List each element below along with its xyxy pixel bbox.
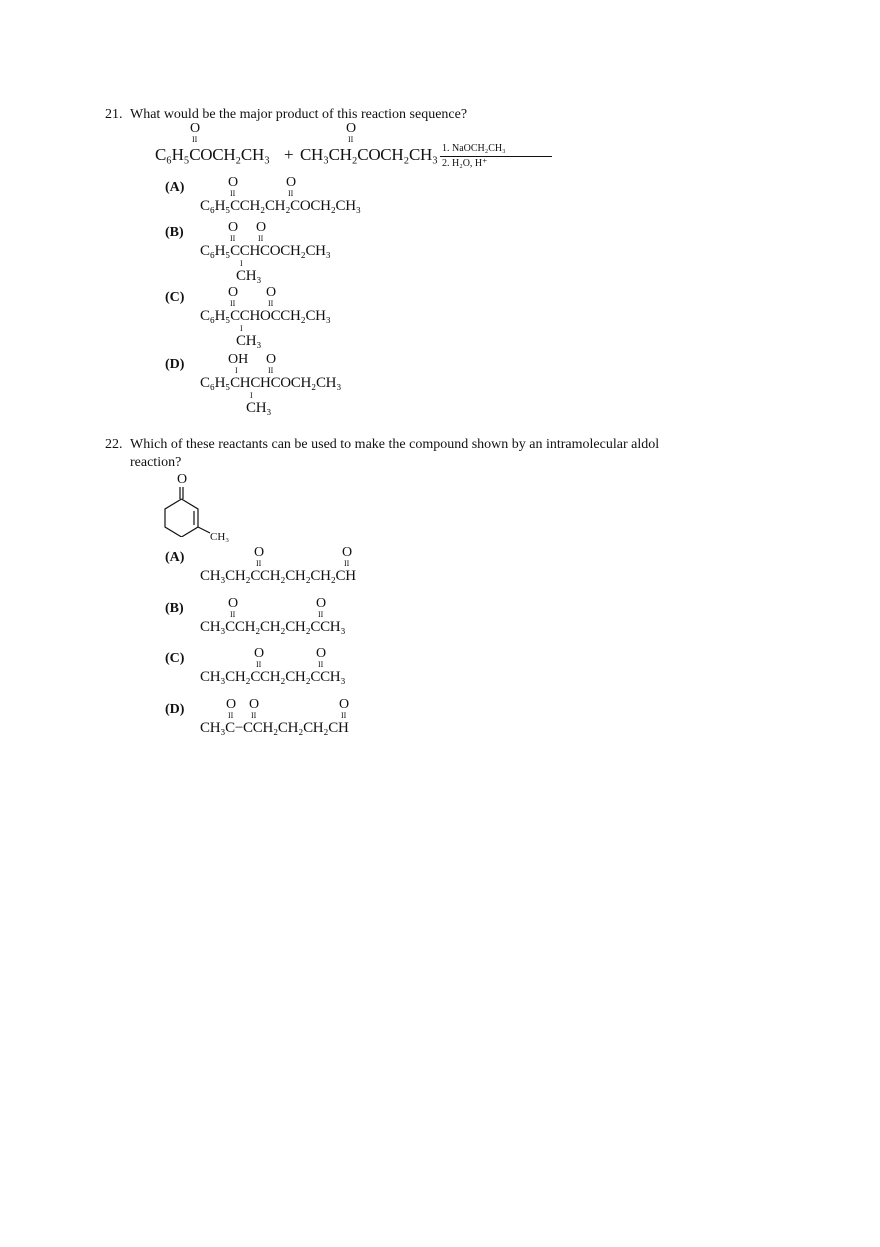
option-label: (A) xyxy=(165,550,185,565)
methyl-substituent: CH₃ xyxy=(210,531,230,543)
carbonyl-oxygen: O xyxy=(346,121,357,136)
reagent-step-1: 1. NaOCH₂CH₃ xyxy=(442,143,506,154)
plus-sign: + xyxy=(284,145,294,164)
option-formula: C₆H₅CCH₂CH₂COCH₂CH₃ xyxy=(200,198,361,214)
carbonyl-oxygen: O xyxy=(254,545,265,560)
cyclohexenone-ring xyxy=(160,487,220,537)
double-bond: II xyxy=(288,189,294,198)
question-number: 21. xyxy=(105,107,123,122)
double-bond: II xyxy=(344,559,350,568)
carbonyl-oxygen: O xyxy=(339,697,350,712)
carbonyl-oxygen: O xyxy=(228,175,239,190)
double-bond: II xyxy=(268,299,274,308)
carbonyl-oxygen: O xyxy=(254,646,265,661)
option-formula: CH₃CH₂CCH₂CH₂CCH₃ xyxy=(200,669,346,685)
option-formula: C₆H₅CCHCOCH₂CH₃ xyxy=(200,243,331,259)
double-bond: II xyxy=(318,660,324,669)
option-label: (C) xyxy=(165,651,185,666)
double-bond: II xyxy=(230,189,236,198)
carbonyl-oxygen: O xyxy=(228,596,239,611)
double-bond: II xyxy=(230,610,236,619)
double-bond: II xyxy=(268,366,274,375)
question-number: 22. xyxy=(105,437,123,452)
double-bond: II xyxy=(256,660,262,669)
carbonyl-oxygen: O xyxy=(177,472,188,487)
reactant-1: C₆H₅COCH₂CH₃ xyxy=(155,145,270,164)
methyl-branch: CH₃ xyxy=(236,333,262,349)
double-bond: II xyxy=(256,559,262,568)
carbonyl-oxygen: O xyxy=(316,646,327,661)
option-formula: CH₃CCH₂CH₂CH₂CCH₃ xyxy=(200,619,346,635)
single-bond: I xyxy=(240,324,243,333)
methyl-branch: CH₃ xyxy=(236,268,262,284)
carbonyl-oxygen: O xyxy=(316,596,327,611)
double-bond: II xyxy=(348,135,354,144)
double-bond: II xyxy=(230,299,236,308)
single-bond: I xyxy=(235,366,238,375)
single-bond: I xyxy=(250,391,253,400)
carbonyl-oxygen: O xyxy=(266,352,277,367)
option-formula: CH₃C−CCH₂CH₂CH₂CH xyxy=(200,720,349,736)
carbonyl-oxygen: O xyxy=(228,285,239,300)
carbonyl-oxygen: O xyxy=(228,220,239,235)
option-label: (C) xyxy=(165,290,185,305)
methyl-branch: CH₃ xyxy=(246,400,272,416)
carbonyl-oxygen: O xyxy=(256,220,267,235)
carbonyl-oxygen: O xyxy=(190,121,201,136)
carbonyl-oxygen: O xyxy=(266,285,277,300)
carbonyl-oxygen: O xyxy=(342,545,353,560)
option-formula: CH₃CH₂CCH₂CH₂CH₂CH xyxy=(200,568,356,584)
reactant-2: CH₃CH₂COCH₂CH₃ xyxy=(300,145,438,164)
carbonyl-oxygen: O xyxy=(286,175,297,190)
double-bond: II xyxy=(258,234,264,243)
double-bond: II xyxy=(192,135,198,144)
double-bond: II xyxy=(228,711,234,720)
hydroxyl-group: OH xyxy=(228,352,249,367)
double-bond: II xyxy=(341,711,347,720)
option-label: (B) xyxy=(165,601,184,616)
option-label: (A) xyxy=(165,180,185,195)
double-bond: II xyxy=(230,234,236,243)
reaction-arrow xyxy=(440,156,552,157)
reagent-step-2: 2. H₂O, H⁺ xyxy=(442,158,488,169)
option-label: (B) xyxy=(165,225,184,240)
option-label: (D) xyxy=(165,357,185,372)
carbonyl-oxygen: O xyxy=(226,697,237,712)
option-label: (D) xyxy=(165,702,185,717)
double-bond: II xyxy=(318,610,324,619)
question-text: What would be the major product of this reaction sequence? xyxy=(130,107,468,122)
single-bond: I xyxy=(240,259,243,268)
option-formula: C₆H₅CHCHCOCH₂CH₃ xyxy=(200,375,342,391)
question-text-continued: reaction? xyxy=(130,455,182,470)
carbonyl-oxygen: O xyxy=(249,697,260,712)
question-text: Which of these reactants can be used to make the compound shown by an intramolecular aldol xyxy=(130,437,660,452)
option-formula: C₆H₅CCHOCCH₂CH₃ xyxy=(200,308,331,324)
double-bond: II xyxy=(251,711,257,720)
